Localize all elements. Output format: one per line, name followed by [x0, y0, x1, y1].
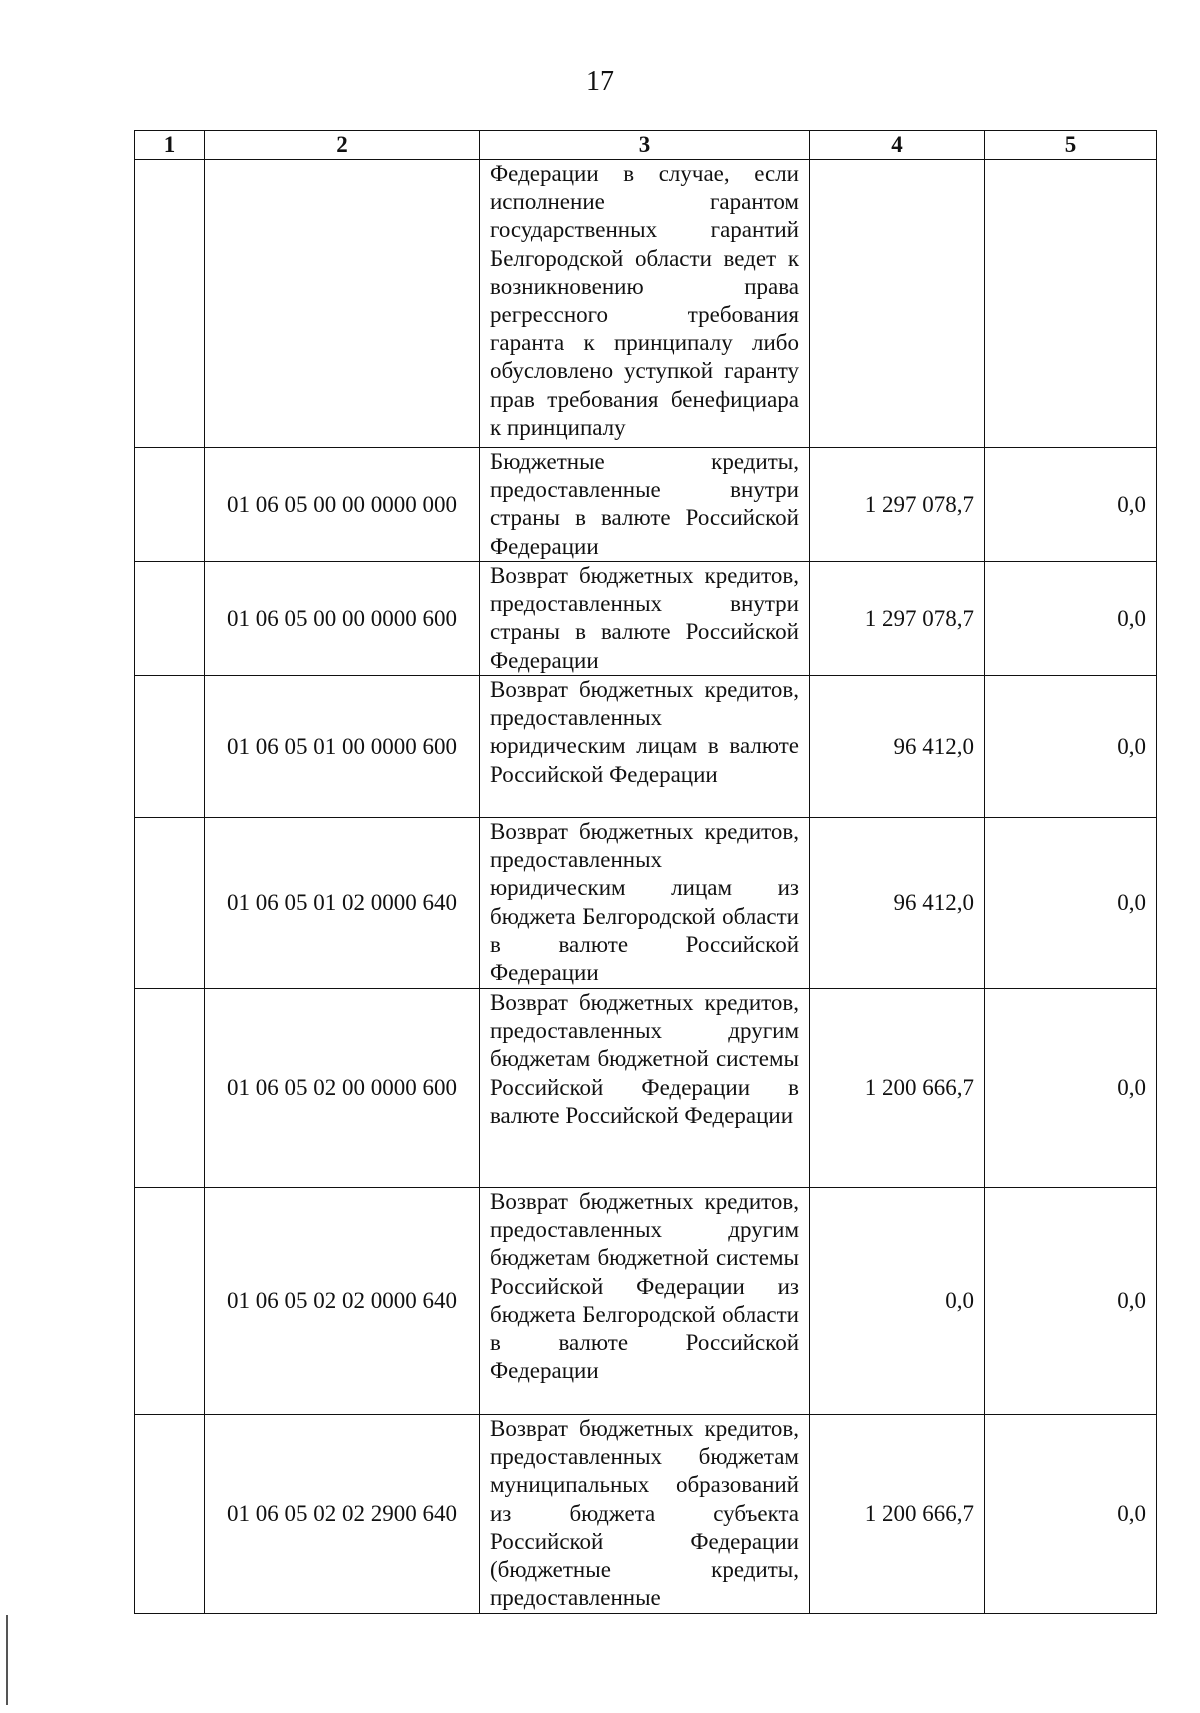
scan-artifact-line — [6, 1615, 8, 1705]
header-col-4: 4 — [810, 131, 985, 160]
row-name: Федерации в случае, если исполнение гарантом государственных гарантий Белгородской области ведет к возникновению права регрессного требования гаранта к принципалу либо обусловлено уступкой гаранту прав требования бенефициара к принципалу — [480, 160, 810, 448]
table-row — [135, 989, 1157, 1188]
table-row — [135, 1415, 1157, 1614]
table-row — [135, 1188, 1157, 1415]
row-code: 01 06 05 00 00 0000 600 — [205, 562, 480, 676]
row-name: Возврат бюджетных кредитов, предоставленных бюджетам муниципальных образований из бюджета субъекта Российской Федерации (бюджетные кредиты, предоставленные — [480, 1415, 810, 1614]
row-number — [135, 676, 205, 818]
row-col5: 0,0 — [985, 1415, 1157, 1614]
header-row — [135, 131, 1157, 160]
row-col5: 0,0 — [985, 562, 1157, 676]
row-name: Возврат бюджетных кредитов, предоставленных юридическим лицам в валюте Российской Федерации — [480, 676, 810, 818]
table-row — [135, 676, 1157, 818]
header-col-3: 3 — [480, 131, 810, 160]
header-col-1: 1 — [135, 131, 205, 160]
row-col5: 0,0 — [985, 1188, 1157, 1415]
row-code: 01 06 05 01 00 0000 600 — [205, 676, 480, 818]
row-name: Возврат бюджетных кредитов, предоставленных другим бюджетам бюджетной системы Российской Федерации из бюджета Белгородской области в валюте Российской Федерации — [480, 1188, 810, 1415]
row-col4: 96 412,0 — [810, 676, 985, 818]
page-number: 17 — [586, 66, 614, 97]
row-code: 01 06 05 02 00 0000 600 — [205, 989, 480, 1188]
row-number — [135, 989, 205, 1188]
table-row — [135, 160, 1157, 448]
table-row — [135, 818, 1157, 989]
row-number — [135, 562, 205, 676]
row-name: Возврат бюджетных кредитов, предоставленных юридическим лицам из бюджета Белгородской области в валюте Российской Федерации — [480, 818, 810, 989]
row-col5: 0,0 — [985, 448, 1157, 562]
table-row — [135, 448, 1157, 562]
row-col5: 0,0 — [985, 818, 1157, 989]
row-col4: 1 200 666,7 — [810, 1415, 985, 1614]
row-number — [135, 1188, 205, 1415]
row-code: 01 06 05 00 00 0000 000 — [205, 448, 480, 562]
row-col5: 0,0 — [985, 989, 1157, 1188]
row-col4: 96 412,0 — [810, 818, 985, 989]
row-code: 01 06 05 01 02 0000 640 — [205, 818, 480, 989]
table-row — [135, 562, 1157, 676]
row-code: 01 06 05 02 02 2900 640 — [205, 1415, 480, 1614]
row-number — [135, 818, 205, 989]
row-number — [135, 448, 205, 562]
row-name: Возврат бюджетных кредитов, предоставленных внутри страны в валюте Российской Федерации — [480, 562, 810, 676]
row-number — [135, 1415, 205, 1614]
row-col5: 0,0 — [985, 676, 1157, 818]
row-col5 — [985, 160, 1157, 448]
row-col4: 1 297 078,7 — [810, 448, 985, 562]
header-col-5: 5 — [985, 131, 1157, 160]
row-code — [205, 160, 480, 448]
row-col4 — [810, 160, 985, 448]
row-col4: 0,0 — [810, 1188, 985, 1415]
row-col4: 1 297 078,7 — [810, 562, 985, 676]
row-name: Возврат бюджетных кредитов, предоставленных другим бюджетам бюджетной системы Российской Федерации в валюте Российской Федерации — [480, 989, 810, 1188]
row-number — [135, 160, 205, 448]
sources-table — [134, 130, 1157, 1614]
header-col-2: 2 — [205, 131, 480, 160]
row-code: 01 06 05 02 02 0000 640 — [205, 1188, 480, 1415]
row-col4: 1 200 666,7 — [810, 989, 985, 1188]
row-name: Бюджетные кредиты, предоставленные внутри страны в валюте Российской Федерации — [480, 448, 810, 562]
